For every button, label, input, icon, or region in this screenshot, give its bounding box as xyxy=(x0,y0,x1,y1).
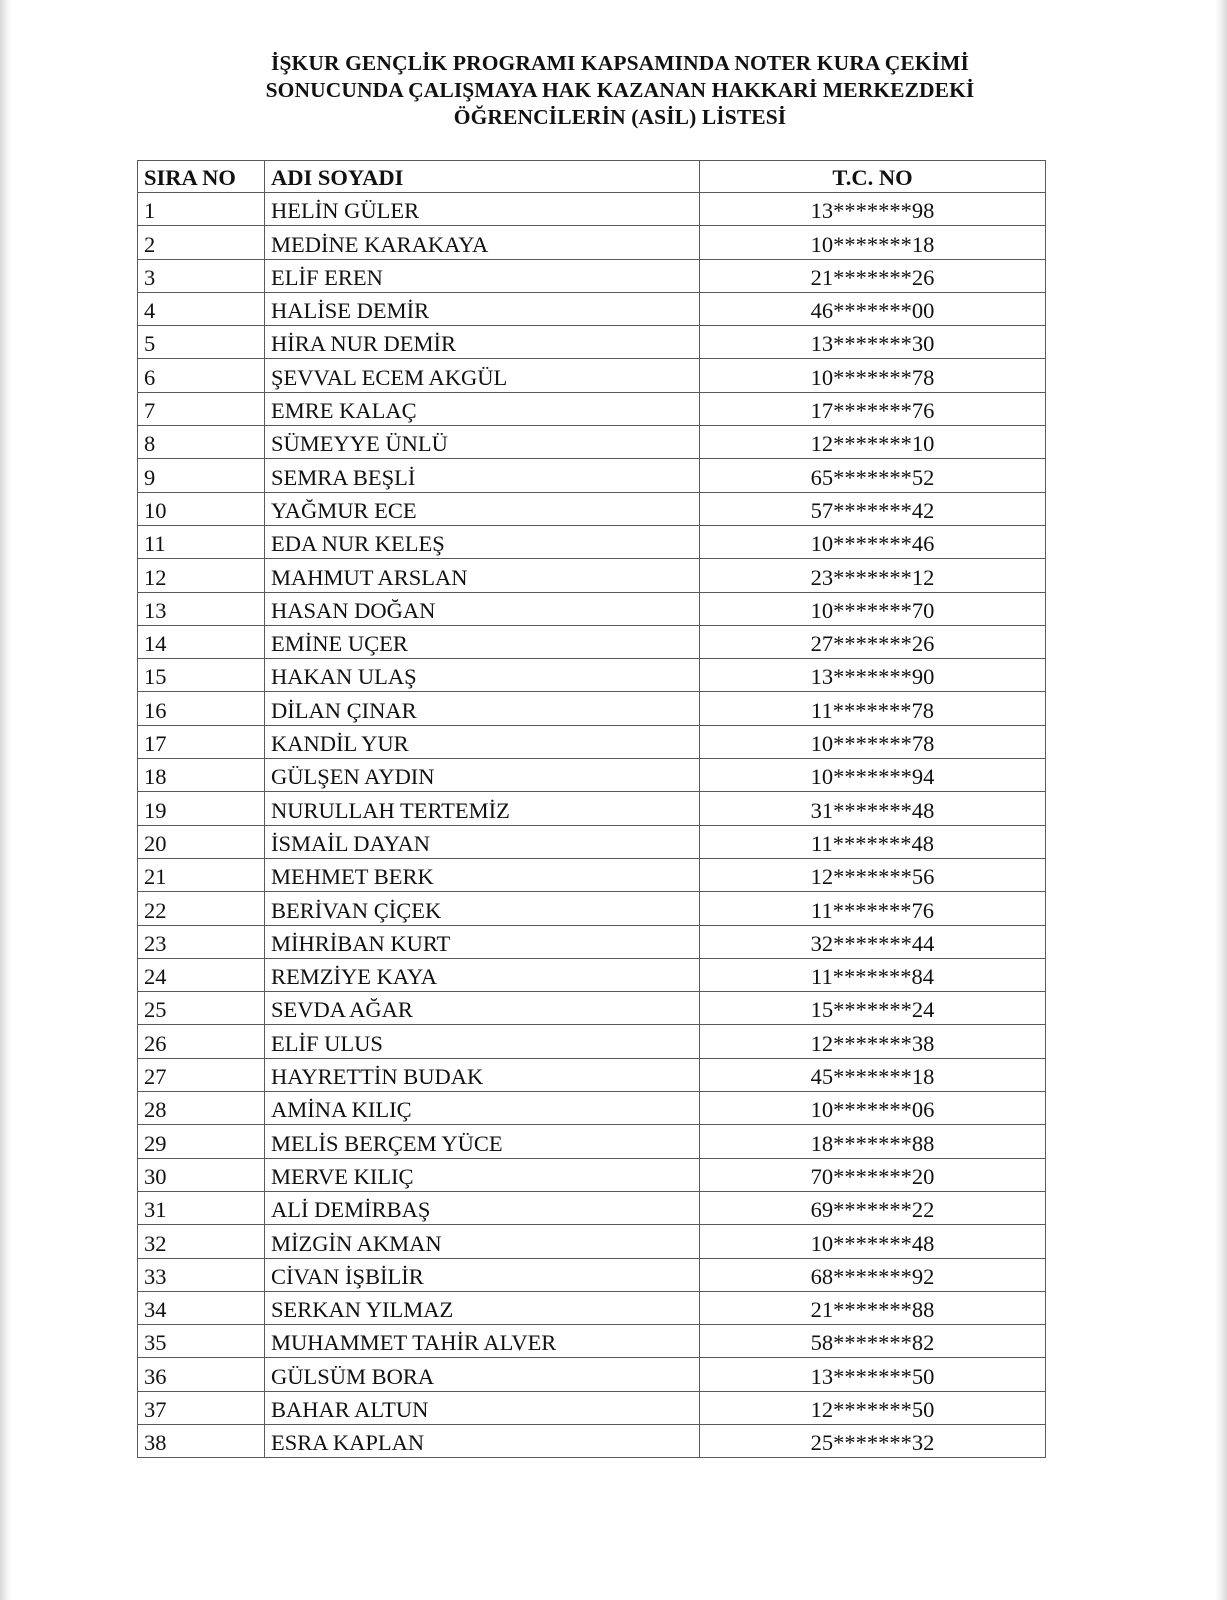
cell-adi-soyadi: EMİNE UÇER xyxy=(265,625,700,658)
cell-adi-soyadi: ELİF ULUS xyxy=(265,1025,700,1058)
cell-tc-no: 10*******46 xyxy=(700,525,1046,558)
cell-adi-soyadi: BAHAR ALTUN xyxy=(265,1391,700,1424)
cell-tc-no: 46*******00 xyxy=(700,292,1046,325)
cell-tc-no: 13*******98 xyxy=(700,193,1046,226)
cell-sira-no: 25 xyxy=(138,992,265,1025)
cell-adi-soyadi: KANDİL YUR xyxy=(265,725,700,758)
page-edge-shadow-left xyxy=(0,0,12,1600)
table-row xyxy=(138,259,1046,292)
table-row xyxy=(138,525,1046,558)
cell-tc-no: 69*******22 xyxy=(700,1191,1046,1224)
table-row xyxy=(138,1225,1046,1258)
cell-adi-soyadi: HİRA NUR DEMİR xyxy=(265,326,700,359)
table-row xyxy=(138,426,1046,459)
cell-adi-soyadi: GÜLŞEN AYDIN xyxy=(265,759,700,792)
table-row xyxy=(138,1092,1046,1125)
table-row xyxy=(138,459,1046,492)
table-row xyxy=(138,226,1046,259)
table-row xyxy=(138,359,1046,392)
cell-sira-no: 17 xyxy=(138,725,265,758)
cell-sira-no: 15 xyxy=(138,659,265,692)
table-row xyxy=(138,492,1046,525)
cell-adi-soyadi: ELİF EREN xyxy=(265,259,700,292)
cell-sira-no: 9 xyxy=(138,459,265,492)
document-title xyxy=(140,50,1100,131)
cell-tc-no: 11*******84 xyxy=(700,958,1046,991)
cell-sira-no: 16 xyxy=(138,692,265,725)
table-row xyxy=(138,1158,1046,1191)
cell-sira-no: 12 xyxy=(138,559,265,592)
cell-sira-no: 2 xyxy=(138,226,265,259)
table-row xyxy=(138,193,1046,226)
table-row xyxy=(138,559,1046,592)
cell-tc-no: 23*******12 xyxy=(700,559,1046,592)
cell-tc-no: 12*******10 xyxy=(700,426,1046,459)
page-edge-shadow-right xyxy=(1215,0,1227,1600)
cell-adi-soyadi: HALİSE DEMİR xyxy=(265,292,700,325)
table-row xyxy=(138,725,1046,758)
cell-adi-soyadi: YAĞMUR ECE xyxy=(265,492,700,525)
cell-sira-no: 7 xyxy=(138,392,265,425)
cell-tc-no: 17*******76 xyxy=(700,392,1046,425)
cell-adi-soyadi: ŞEVVAL ECEM AKGÜL xyxy=(265,359,700,392)
header-sira-no: SIRA NO xyxy=(138,161,265,193)
cell-sira-no: 6 xyxy=(138,359,265,392)
cell-adi-soyadi: GÜLSÜM BORA xyxy=(265,1358,700,1391)
cell-tc-no: 10*******94 xyxy=(700,759,1046,792)
cell-tc-no: 32*******44 xyxy=(700,925,1046,958)
table-row xyxy=(138,392,1046,425)
cell-adi-soyadi: SÜMEYYE ÜNLÜ xyxy=(265,426,700,459)
cell-tc-no: 21*******88 xyxy=(700,1291,1046,1324)
cell-adi-soyadi: MAHMUT ARSLAN xyxy=(265,559,700,592)
cell-tc-no: 70*******20 xyxy=(700,1158,1046,1191)
cell-adi-soyadi: HASAN DOĞAN xyxy=(265,592,700,625)
table-header-row xyxy=(138,161,1046,193)
table-row xyxy=(138,326,1046,359)
table-row xyxy=(138,992,1046,1025)
cell-tc-no: 10*******18 xyxy=(700,226,1046,259)
cell-adi-soyadi: ESRA KAPLAN xyxy=(265,1424,700,1457)
cell-adi-soyadi: BERİVAN ÇİÇEK xyxy=(265,892,700,925)
cell-adi-soyadi: HAYRETTİN BUDAK xyxy=(265,1058,700,1091)
cell-sira-no: 26 xyxy=(138,1025,265,1058)
title-line-2: SONUCUNDA ÇALIŞMAYA HAK KAZANAN HAKKARİ MERKEZDEKİ xyxy=(265,78,975,102)
table-row xyxy=(138,1358,1046,1391)
cell-tc-no: 11*******48 xyxy=(700,825,1046,858)
cell-sira-no: 33 xyxy=(138,1258,265,1291)
cell-adi-soyadi: SEMRA BEŞLİ xyxy=(265,459,700,492)
cell-tc-no: 31*******48 xyxy=(700,792,1046,825)
cell-sira-no: 32 xyxy=(138,1225,265,1258)
cell-tc-no: 21*******26 xyxy=(700,259,1046,292)
cell-sira-no: 22 xyxy=(138,892,265,925)
cell-tc-no: 11*******76 xyxy=(700,892,1046,925)
cell-sira-no: 30 xyxy=(138,1158,265,1191)
cell-adi-soyadi: REMZİYE KAYA xyxy=(265,958,700,991)
cell-adi-soyadi: MELİS BERÇEM YÜCE xyxy=(265,1125,700,1158)
table-row xyxy=(138,692,1046,725)
cell-adi-soyadi: EDA NUR KELEŞ xyxy=(265,525,700,558)
cell-tc-no: 10*******06 xyxy=(700,1092,1046,1125)
cell-adi-soyadi: EMRE KALAÇ xyxy=(265,392,700,425)
cell-sira-no: 27 xyxy=(138,1058,265,1091)
cell-tc-no: 15*******24 xyxy=(700,992,1046,1025)
cell-sira-no: 14 xyxy=(138,625,265,658)
cell-sira-no: 10 xyxy=(138,492,265,525)
table-row xyxy=(138,925,1046,958)
cell-sira-no: 21 xyxy=(138,858,265,891)
cell-sira-no: 34 xyxy=(138,1291,265,1324)
student-list-table xyxy=(137,160,1046,1458)
cell-tc-no: 25*******32 xyxy=(700,1424,1046,1457)
cell-tc-no: 12*******38 xyxy=(700,1025,1046,1058)
cell-adi-soyadi: CİVAN İŞBİLİR xyxy=(265,1258,700,1291)
cell-tc-no: 27*******26 xyxy=(700,625,1046,658)
cell-sira-no: 23 xyxy=(138,925,265,958)
cell-tc-no: 10*******78 xyxy=(700,725,1046,758)
cell-tc-no: 10*******78 xyxy=(700,359,1046,392)
cell-sira-no: 38 xyxy=(138,1424,265,1457)
cell-adi-soyadi: NURULLAH TERTEMİZ xyxy=(265,792,700,825)
cell-sira-no: 24 xyxy=(138,958,265,991)
cell-tc-no: 13*******30 xyxy=(700,326,1046,359)
header-adi-soyadi: ADI SOYADI xyxy=(265,161,700,193)
cell-tc-no: 12*******50 xyxy=(700,1391,1046,1424)
cell-adi-soyadi: İSMAİL DAYAN xyxy=(265,825,700,858)
cell-sira-no: 29 xyxy=(138,1125,265,1158)
cell-tc-no: 57*******42 xyxy=(700,492,1046,525)
cell-adi-soyadi: HELİN GÜLER xyxy=(265,193,700,226)
cell-tc-no: 58*******82 xyxy=(700,1325,1046,1358)
cell-sira-no: 18 xyxy=(138,759,265,792)
cell-sira-no: 36 xyxy=(138,1358,265,1391)
cell-tc-no: 12*******56 xyxy=(700,858,1046,891)
table-row xyxy=(138,825,1046,858)
cell-tc-no: 18*******88 xyxy=(700,1125,1046,1158)
cell-sira-no: 37 xyxy=(138,1391,265,1424)
header-tc-no: T.C. NO xyxy=(700,161,1046,193)
table-body xyxy=(138,193,1046,1458)
cell-adi-soyadi: ALİ DEMİRBAŞ xyxy=(265,1191,700,1224)
cell-tc-no: 68*******92 xyxy=(700,1258,1046,1291)
cell-tc-no: 13*******90 xyxy=(700,659,1046,692)
cell-sira-no: 35 xyxy=(138,1325,265,1358)
table-row xyxy=(138,1291,1046,1324)
table-row xyxy=(138,1058,1046,1091)
cell-sira-no: 19 xyxy=(138,792,265,825)
table-row xyxy=(138,659,1046,692)
table-row xyxy=(138,1391,1046,1424)
table-row xyxy=(138,892,1046,925)
cell-sira-no: 13 xyxy=(138,592,265,625)
table-row xyxy=(138,1025,1046,1058)
cell-tc-no: 65*******52 xyxy=(700,459,1046,492)
cell-sira-no: 5 xyxy=(138,326,265,359)
cell-sira-no: 8 xyxy=(138,426,265,459)
cell-adi-soyadi: DİLAN ÇINAR xyxy=(265,692,700,725)
cell-adi-soyadi: SEVDA AĞAR xyxy=(265,992,700,1025)
table-row xyxy=(138,292,1046,325)
cell-adi-soyadi: MİZGİN AKMAN xyxy=(265,1225,700,1258)
table-row xyxy=(138,759,1046,792)
cell-sira-no: 11 xyxy=(138,525,265,558)
cell-tc-no: 11*******78 xyxy=(700,692,1046,725)
cell-sira-no: 3 xyxy=(138,259,265,292)
cell-adi-soyadi: AMİNA KILIÇ xyxy=(265,1092,700,1125)
cell-tc-no: 10*******70 xyxy=(700,592,1046,625)
cell-tc-no: 45*******18 xyxy=(700,1058,1046,1091)
cell-sira-no: 20 xyxy=(138,825,265,858)
cell-adi-soyadi: HAKAN ULAŞ xyxy=(265,659,700,692)
table-row xyxy=(138,1125,1046,1158)
cell-sira-no: 4 xyxy=(138,292,265,325)
cell-tc-no: 13*******50 xyxy=(700,1358,1046,1391)
cell-adi-soyadi: MEHMET BERK xyxy=(265,858,700,891)
table-row xyxy=(138,1258,1046,1291)
table-row xyxy=(138,592,1046,625)
table-row xyxy=(138,1325,1046,1358)
table-row xyxy=(138,625,1046,658)
title-line-1: İŞKUR GENÇLİK PROGRAMI KAPSAMINDA NOTER KURA ÇEKİMİ xyxy=(271,51,969,75)
title-line-3: ÖĞRENCİLERİN (ASİL) LİSTESİ xyxy=(453,105,787,129)
cell-sira-no: 28 xyxy=(138,1092,265,1125)
table-row xyxy=(138,858,1046,891)
cell-sira-no: 1 xyxy=(138,193,265,226)
table-row xyxy=(138,1191,1046,1224)
table-row xyxy=(138,958,1046,991)
cell-adi-soyadi: MERVE KILIÇ xyxy=(265,1158,700,1191)
cell-adi-soyadi: MEDİNE KARAKAYA xyxy=(265,226,700,259)
table-row xyxy=(138,792,1046,825)
cell-sira-no: 31 xyxy=(138,1191,265,1224)
table-row xyxy=(138,1424,1046,1457)
cell-adi-soyadi: SERKAN YILMAZ xyxy=(265,1291,700,1324)
cell-tc-no: 10*******48 xyxy=(700,1225,1046,1258)
cell-adi-soyadi: MUHAMMET TAHİR ALVER xyxy=(265,1325,700,1358)
cell-adi-soyadi: MİHRİBAN KURT xyxy=(265,925,700,958)
